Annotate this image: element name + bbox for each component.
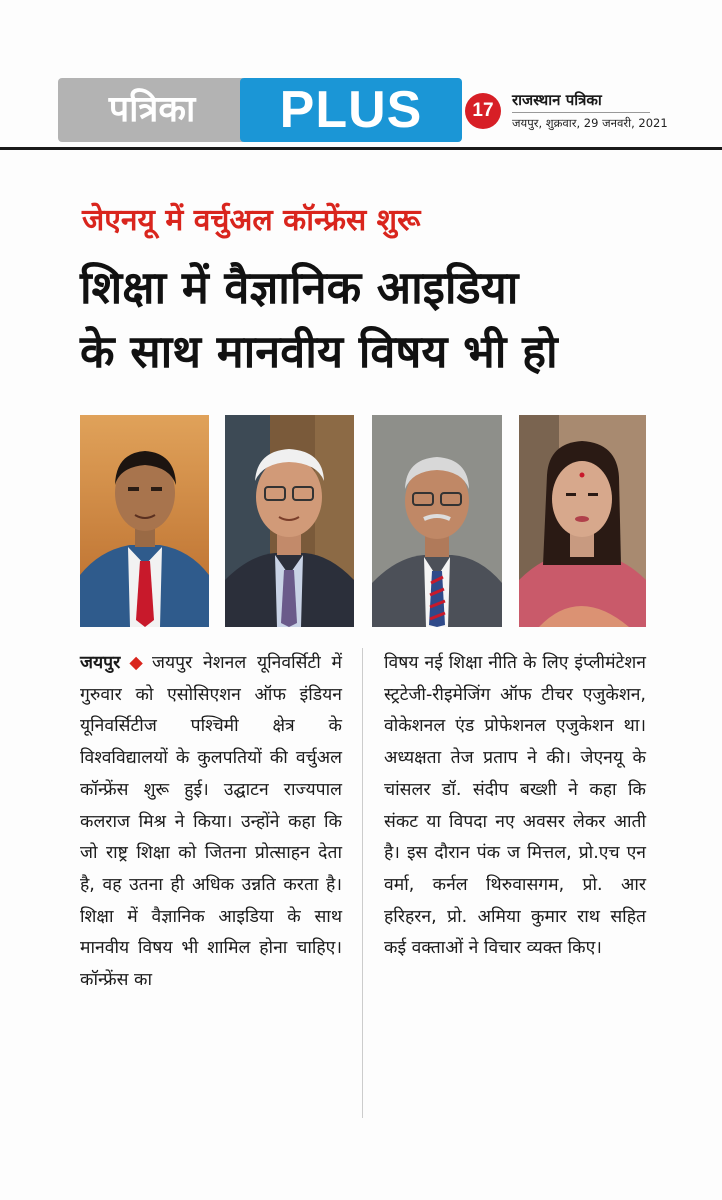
masthead-divider [0, 147, 722, 150]
headline-line-1: शिक्षा में वैज्ञानिक आइडिया [80, 261, 519, 314]
headline-line-2: के साथ मानवीय विषय भी हो [80, 325, 558, 378]
brand-logo-patrika: पत्रिका [58, 78, 246, 142]
photo-speaker-3 [372, 415, 502, 627]
column-divider [362, 648, 363, 1118]
photo-speaker-1 [80, 415, 209, 627]
article-kicker: जेएनयू में वर्चुअल कॉन्फ्रेंस शुरू [82, 203, 421, 238]
article-body-left-column [80, 648, 342, 997]
article-body-right-column [384, 648, 646, 965]
brand-logo-plus: PLUS [240, 78, 462, 142]
paper-name-rule [512, 112, 650, 113]
article-body-left: जयपुर नेशनल यूनिवर्सिटी में गुरुवार को एसोसिएशन ऑफ इंडियन यूनिवर्सिटीज पश्चिमी क्षेत्र के विश्वविद्यालयों के कुलपतियों की वर्चुअल कॉन्फ्रेंस शुरू हुई। उद्घाटन राज्यपाल कलराज मिश्र ने किया। उन्होंने कहा कि जो राष्ट्र शिक्षा को जितना प्रोत्साहन देता है, वह उतना ही अधिक उन्नति करता है। शिक्षा में वैज्ञानिक आइडिया के साथ मानवीय विषय भी शामिल होना चाहिए। कॉन्फ्रेंस का [80, 653, 342, 991]
paper-dateline: जयपुर, शुक्रवार, 29 जनवरी, 2021 [512, 116, 668, 130]
article-headline [80, 256, 680, 384]
paper-name: राजस्थान पत्रिका [512, 91, 602, 109]
masthead [0, 0, 722, 150]
photo-speaker-2 [225, 415, 354, 627]
page-number-badge: 17 [465, 93, 501, 129]
article-body-right: विषय नई शिक्षा नीति के लिए इंप्लीमंटेशन स्ट्रटेजी-रीइमेजिंग ऑफ टीचर एजुकेशन, वोकेशनल एंड प्रोफेशनल एजुकेशन था। अध्यक्षता तेज प्रताप ने की। जेएनयू के चांसलर डॉ. संदीप बख्शी ने कहा कि संकट या विपदा नए अवसर लेकर आती है। इस दौरान पंक ज मित्तल, प्रो.एच एन वर्मा, कर्नल थिरुवासगम, प्रो. आर हरिहरन, प्रो. अमिया कुमार राथ सहित कई वक्ताओं ने विचार व्यक्त किए। [384, 653, 646, 959]
diamond-icon: ◆ [124, 653, 149, 673]
photo-speaker-4 [519, 415, 646, 627]
article-dateline: जयपुर [80, 653, 121, 673]
